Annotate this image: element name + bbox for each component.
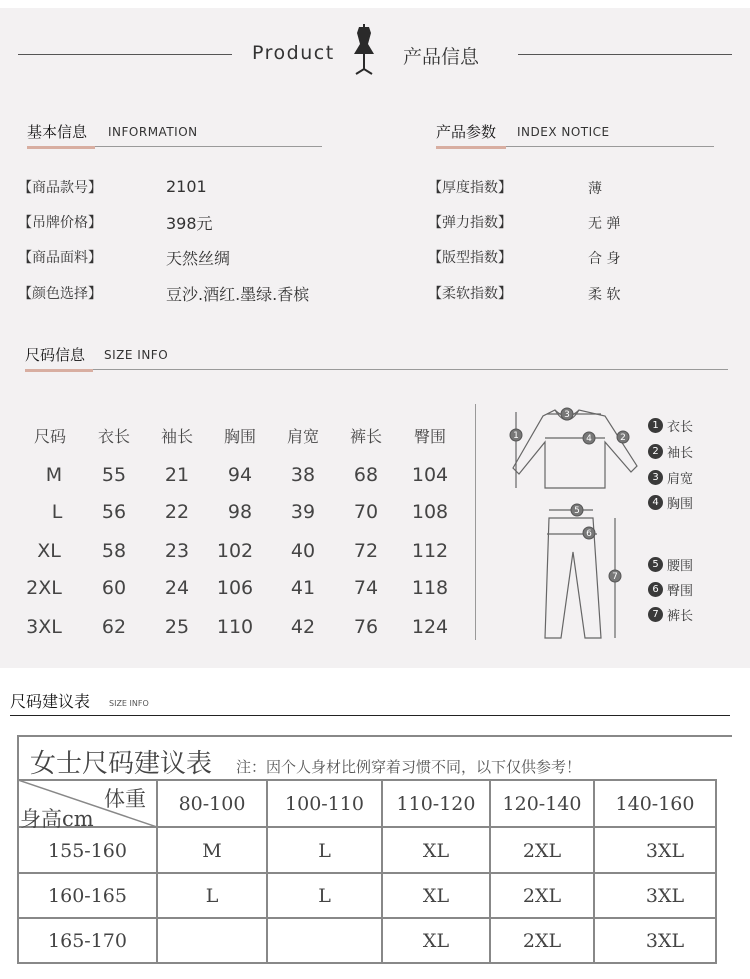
size-info-subtitle: SIZE INFO [104,348,169,362]
legend-label: 肩宽 [667,472,694,487]
weight-col-header: 140-160 [615,793,695,815]
size-cell: 110 [216,616,254,638]
number-badge-icon: 5 [648,557,663,572]
height-row-header: 155-160 [48,840,127,862]
legend-label: 腰围 [667,559,694,574]
size-cell: 104 [411,464,449,486]
size-cell: 25 [164,616,190,638]
size-header-pants: 裤长 [349,427,382,446]
size-cell: 98 [227,501,253,523]
garment-diagram [505,402,645,648]
number-badge-icon: 1 [648,418,663,433]
size-cell: 60 [101,577,127,599]
size-cell: L [51,501,63,523]
size-cell: 62 [101,616,127,638]
size-advice-cell: 2XL [522,930,562,952]
legend-item [648,493,693,512]
param-value-1: 薄 [588,181,602,197]
legend-item [648,605,693,624]
size-header-shoulder: 肩宽 [286,427,319,446]
header-line-right [518,54,732,55]
weight-col-header: 100-110 [285,793,364,815]
size-cell: 42 [290,616,316,638]
size-divider [475,404,476,640]
weight-header: 体重 [104,787,146,811]
size-header-length: 衣长 [97,427,130,446]
number-badge-icon: 4 [648,495,663,510]
size-info-rule [25,369,728,370]
weight-col-header: 110-120 [396,793,476,815]
table-border [17,735,732,737]
advice-table-title: 女士尺码建议表 [30,749,213,779]
legend-item [648,555,693,574]
size-cell: 21 [164,464,190,486]
size-cell: 3XL [26,616,62,638]
size-advice-cell: XL [422,885,450,907]
size-cell: 68 [353,464,379,486]
weight-col-header: 80-100 [178,793,246,815]
size-cell: 40 [290,540,316,562]
svg-text:2: 2 [620,433,626,443]
advice-title: 尺码建议表 [10,692,91,711]
size-cell: 70 [353,501,379,523]
size-header-size: 尺码 [33,427,66,446]
mannequin-icon [350,24,378,80]
legend-label: 裤长 [667,609,694,624]
size-header-sleeve: 袖长 [160,427,193,446]
height-header: 身高cm [20,807,94,831]
basic-value-1: 2101 [166,177,207,196]
param-label-1: 【厚度指数】 [428,180,512,196]
height-row-header: 165-170 [48,930,127,952]
svg-text:1: 1 [513,431,519,441]
basic-value-2: 398元 [166,214,213,233]
advice-rule [10,715,730,716]
size-advice-cell: XL [422,840,450,862]
basic-info-title: 基本信息 [27,123,88,141]
table-border [17,962,717,964]
basic-info-subtitle: INFORMATION [108,125,198,139]
size-advice-cell: 2XL [522,840,562,862]
size-advice-cell: 3XL [645,885,685,907]
size-cell: 41 [290,577,316,599]
basic-label-3: 【商品面料】 [18,250,102,266]
size-header-hip: 臀围 [413,427,446,446]
svg-text:5: 5 [574,506,580,516]
size-cell: 118 [411,577,449,599]
size-cell: 38 [290,464,316,486]
param-value-3: 合 身 [588,251,621,267]
advice-subtitle: SIZE INFO [109,699,149,708]
basic-info-accent [27,146,95,149]
table-border [17,917,717,919]
number-badge-icon: 7 [648,607,663,622]
basic-value-3: 天然丝绸 [166,249,231,268]
size-cell: 58 [101,540,127,562]
param-value-2: 无 弹 [588,216,621,232]
size-info-title: 尺码信息 [25,346,86,364]
size-cell: 112 [411,540,449,562]
size-advice-cell: L [318,885,331,907]
legend-label: 臀围 [667,584,694,599]
size-cell: 108 [411,501,449,523]
params-accent [436,146,506,149]
param-label-3: 【版型指数】 [428,250,512,266]
legend-item [648,416,693,435]
header-title-cn: 产品信息 [403,46,480,68]
legend-item [648,580,693,599]
size-cell: 76 [353,616,379,638]
svg-text:6: 6 [586,529,592,539]
size-cell: 74 [353,577,379,599]
size-cell: 39 [290,501,316,523]
legend-label: 衣长 [667,420,694,435]
size-cell: 72 [353,540,379,562]
size-advice-cell: 2XL [522,885,562,907]
param-value-4: 柔 软 [588,287,621,303]
size-cell: 106 [216,577,254,599]
size-advice-cell: M [202,840,222,862]
size-advice-cell: 3XL [645,840,685,862]
size-cell: 124 [411,616,449,638]
header-line-left [18,54,232,55]
size-advice-cell: 3XL [645,930,685,952]
basic-label-2: 【吊牌价格】 [18,215,102,231]
size-cell: 22 [164,501,190,523]
number-badge-icon: 2 [648,444,663,459]
legend-label: 胸围 [667,497,694,512]
size-cell: 24 [164,577,190,599]
size-cell: 2XL [26,577,62,599]
size-header-chest: 胸围 [223,427,256,446]
svg-text:7: 7 [612,572,618,582]
height-row-header: 160-165 [48,885,127,907]
weight-col-header: 120-140 [502,793,582,815]
top-strip [0,0,750,8]
advice-note: 注：因个人身材比例穿着习惯不同，以下仅供参考！ [236,758,582,776]
basic-label-4: 【颜色选择】 [18,286,102,302]
params-subtitle: INDEX NOTICE [517,125,610,139]
legend-item [648,468,693,487]
header-title-en: Product [252,42,335,64]
legend-item [648,442,693,461]
size-advice-cell: L [318,840,331,862]
size-cell: 55 [101,464,127,486]
size-cell: 23 [164,540,190,562]
basic-label-1: 【商品款号】 [18,180,102,196]
size-cell: 56 [101,501,127,523]
svg-text:4: 4 [586,434,592,444]
params-title: 产品参数 [436,123,497,141]
param-label-4: 【柔软指数】 [428,286,512,302]
svg-text:3: 3 [564,410,570,420]
number-badge-icon: 3 [648,470,663,485]
basic-value-4: 豆沙.酒红.墨绿.香槟 [166,285,310,304]
number-badge-icon: 6 [648,582,663,597]
size-info-accent [25,369,93,372]
table-border [17,872,717,874]
size-advice-cell: L [205,885,219,907]
param-label-2: 【弹力指数】 [428,215,512,231]
size-advice-cell: XL [422,930,450,952]
size-cell: XL [37,540,61,562]
size-cell: 94 [227,464,253,486]
legend-label: 袖长 [667,446,694,461]
size-cell: 102 [216,540,254,562]
size-cell: M [45,464,63,486]
